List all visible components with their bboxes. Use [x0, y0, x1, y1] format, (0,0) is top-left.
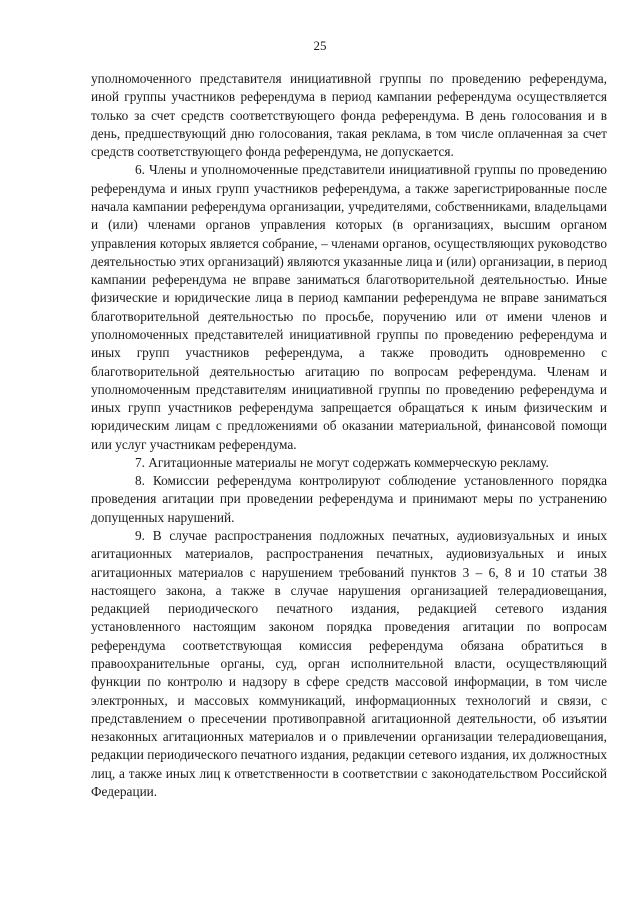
- paragraph-item-7: 7. Агитационные материалы не могут содержать коммерческую рекламу.: [135, 454, 549, 470]
- paragraph-item-8: 8. Комиссии референдума контролируют соблюдение установленного порядка проведения агитации при проведении референдума и принимают меры по устранению допущенных нарушений.: [91, 473, 607, 525]
- document-body: [91, 70, 607, 801]
- page-number: 25: [313, 38, 327, 53]
- paragraph-item-9: 9. В случае распространения подложных печатных, аудиовизуальных и иных агитационных материалов, распространения печатных, аудиовизуальных и иных агитационных материалов с нарушением требований пунктов 3 – 6, 8 и 10 статьи 38 настоящего закона, а также в случае нарушения организацией телерадиовещания, редакцией периодического печатного издания, редакцией сетевого издания установленного настоящим законом порядка проведения агитации по вопросам референдума соответствующая комиссия референдума обязана обратиться в правоохранительные органы, суд, орган исполнительной власти, осуществляющий функции по контролю и надзору в сфере средств массовой информации, в том числе электронных, и массовых коммуникаций, информационных технологий и связи, с представлением о пресечении противоправной агитационной деятельности, об изъятии незаконных агитационных материалов и о привлечении организации телерадиовещания, редакции периодического печатного издания, редакции сетевого издания, их должностных лиц, а также иных лиц к ответственности в соответствии с законодательством Российской Федерации.: [91, 528, 607, 799]
- paragraph-item-6: 6. Члены и уполномоченные представители инициативной группы по проведению референдума и иных групп участников референдума, а также зарегистрированные после начала кампании референдума организации, учредителями, собственниками, владельцами и (или) членами органов управления которых (в организациях, высшим органом управления которых является собрание, – членами органов, осуществляющих руководство деятельностью этих организаций) являются указанные лица и (или) организации, в период кампании референдума не вправе заниматься благотворительной деятельностью. Иные физические и юридические лица в период кампании референдума не вправе заниматься благотворительной деятельностью по просьбе, поручению или от имени членов и уполномоченных представителей инициативной группы по проведению референдума и иных групп участников референдума, а также проводить одновременно с благотворительной деятельностью агитацию по вопросам референдума. Членам и уполномоченным представителям инициативной группы по проведению референдума и иных групп участников референдума запрещается обращаться к иным физическим и юридическим лицам с предложениями об оказании материальной, финансовой помощи или услуг участникам референдума.: [91, 162, 607, 452]
- paragraph-continuation: уполномоченного представителя инициативной группы по проведению референдума, иной группы участников референдума в период кампании референдума осуществляется только за счет средств соответствующего фонда референдума. В день голосования и в день, предшествующий дню голосования, такая реклама, в том числе оплаченная за счет средств соответствующего фонда референдума, не допускается.: [91, 71, 607, 160]
